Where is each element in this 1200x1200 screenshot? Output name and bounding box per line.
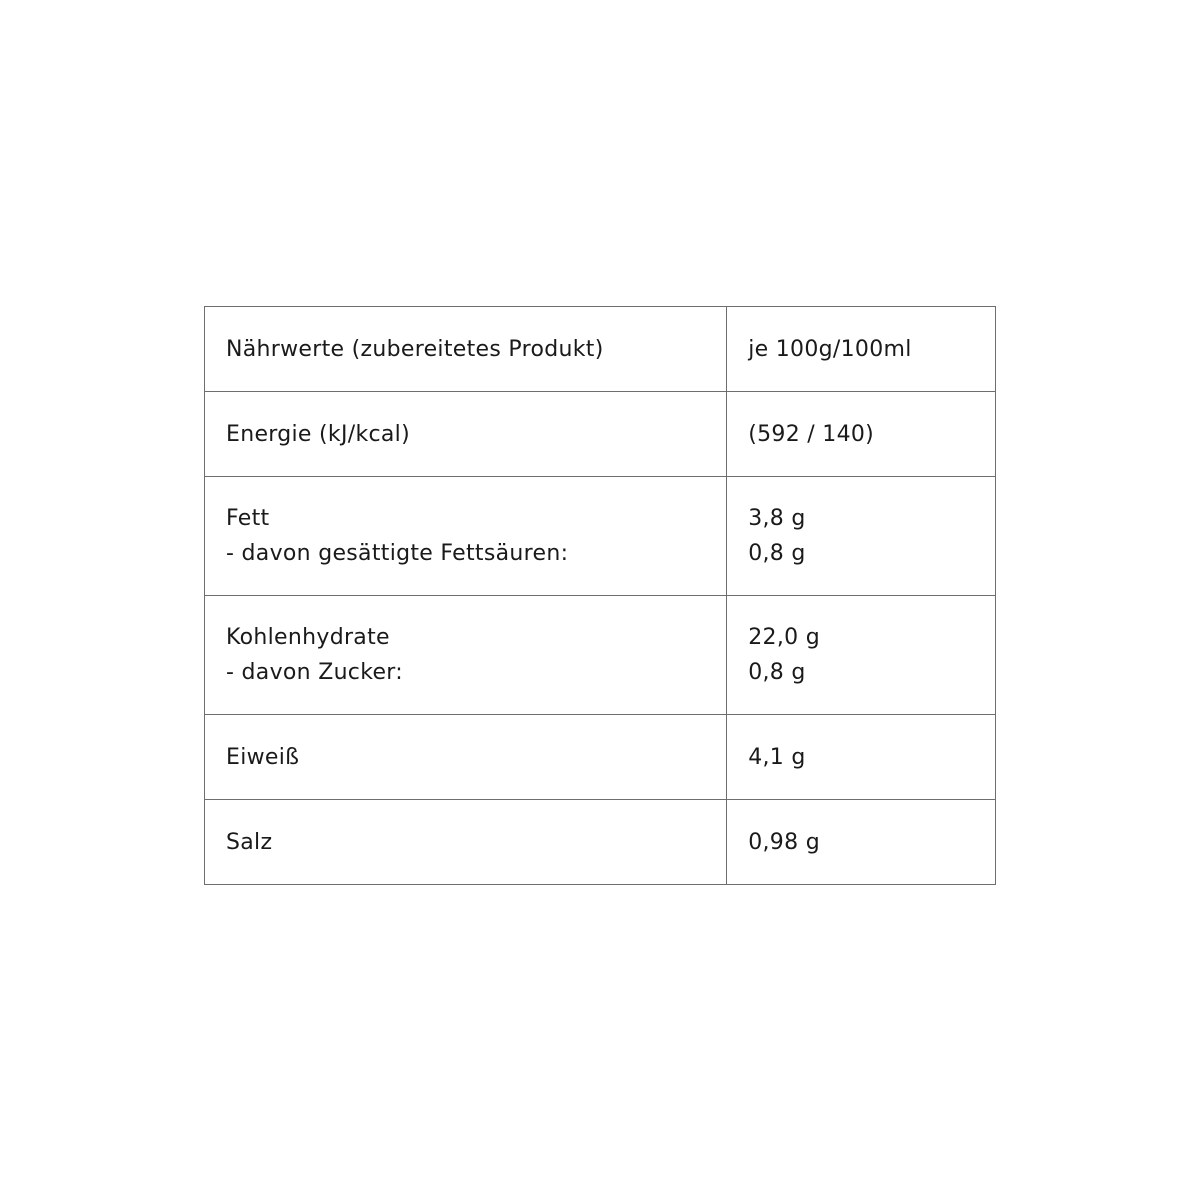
header-label-cell [205,307,727,392]
table-row-carbohydrates [205,596,996,715]
value-cell [727,392,996,477]
nutrient-sublabel: - davon Zucker: [226,660,403,685]
label-cell [205,800,727,885]
nutrient-value: (592 / 140) [748,421,875,447]
nutrient-label: Energie (kJ/kcal) [226,421,410,447]
label-cell [205,715,727,800]
table-row-fat [205,477,996,596]
nutrient-value: 0,98 g [748,829,820,855]
label-cell [205,477,727,596]
table-header-row [205,307,996,392]
nutrient-subvalue: 0,8 g [748,660,806,685]
nutrient-label: Fett [226,506,270,531]
nutrient-value: 22,0 g [748,625,820,650]
header-value-cell [727,307,996,392]
value-cell [727,477,996,596]
value-cell [727,800,996,885]
nutrient-sublabel: - davon gesättigte Fettsäuren: [226,541,569,566]
nutrient-subvalue: 0,8 g [748,541,806,566]
value-cell [727,715,996,800]
label-cell [205,596,727,715]
nutrient-label: Kohlenhydrate [226,625,390,650]
label-cell [205,392,727,477]
nutrition-table [204,306,996,885]
nutrient-label: Salz [226,829,273,855]
nutrient-label: Eiweiß [226,744,300,770]
nutrient-value: 3,8 g [748,506,806,531]
table-row-protein [205,715,996,800]
table-row-salt [205,800,996,885]
header-label: Nährwerte (zubereitetes Produkt) [226,336,604,362]
value-cell [727,596,996,715]
nutrient-value: 4,1 g [748,744,806,770]
header-value: je 100g/100ml [748,336,912,362]
table-row-energy [205,392,996,477]
